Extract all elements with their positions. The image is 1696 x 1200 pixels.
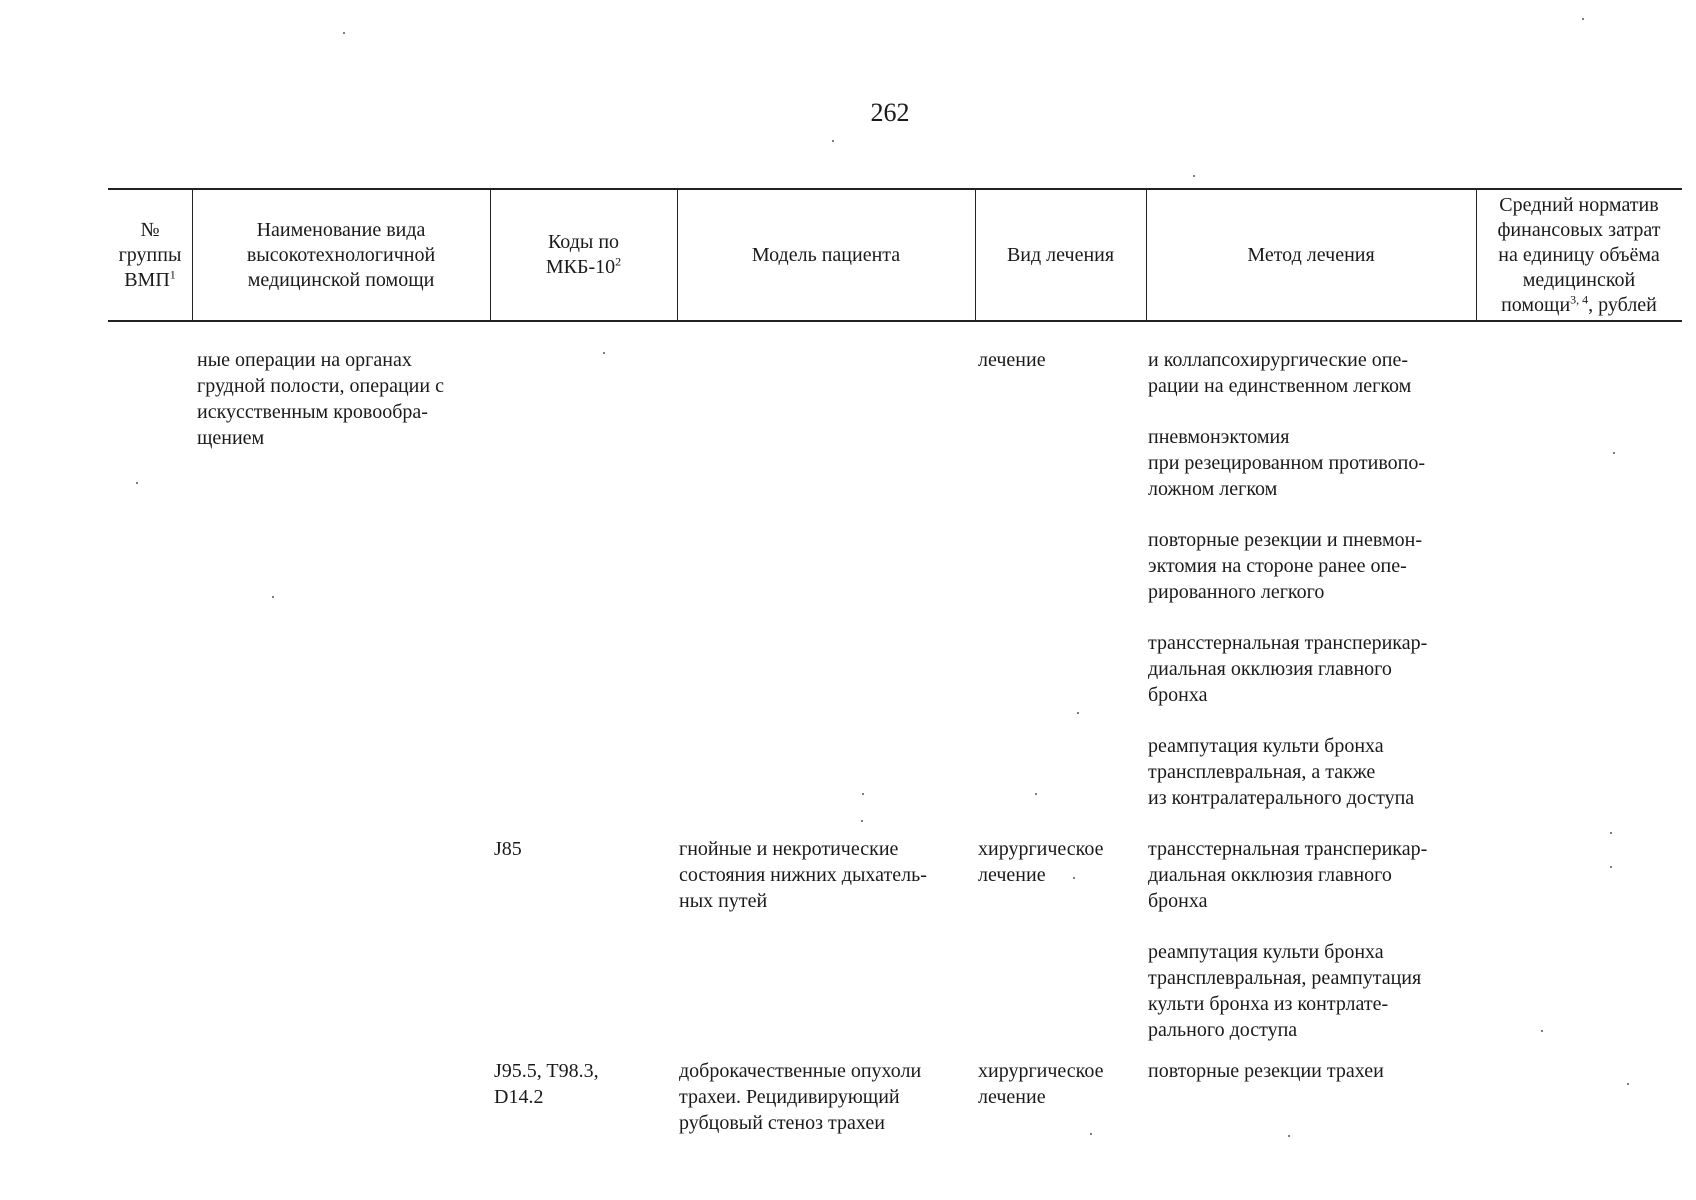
header-cost-standard: Средний норматив финансовых затрат на единицу объёма медицинской помощи$^{3, 4}$, рублей [1497, 193, 1661, 316]
scan-speck [603, 352, 605, 354]
icd-codes: J85 [494, 838, 522, 860]
treatment-method: реампутация культи бронха трансплевральная, а также из контралатерального доступа [1148, 735, 1415, 809]
icd-codes: J95.5, T98.3, D14.2 [494, 1060, 599, 1108]
header-patient-model: Модель пациента [751, 243, 901, 266]
treatment-type: хирургическое лечение [978, 1060, 1104, 1108]
treatment-method: и коллапсохирургические опе- рации на единственном легком [1148, 349, 1412, 397]
scan-speck [1090, 1133, 1092, 1135]
treatment-method: трансстернальная трансперикар- диальная окклюзия главного бронха [1148, 632, 1428, 706]
treatment-method: повторные резекции и пневмон- эктомия на стороне ранее опе- рированного легкого [1148, 529, 1422, 603]
treatment-method: трансстернальная трансперикар- диальная окклюзия главного бронха [1148, 838, 1428, 912]
treatment-type-continuation: лечение [978, 349, 1046, 371]
scan-speck [1193, 175, 1195, 177]
scan-speck [1610, 832, 1612, 834]
header-group-number: № группы ВМП$^1$ [118, 218, 182, 291]
treatment-method: пневмонэктомия при резецированном противопо- ложном легком [1148, 426, 1426, 500]
header-treatment-method: Метод лечения [1247, 243, 1375, 266]
scan-speck [1613, 452, 1615, 454]
scan-speck [832, 140, 834, 142]
header-treatment-type: Вид лечения [1006, 243, 1115, 266]
header-care-type-name: Наименование вида высокотехнологичной медицинской помощи [246, 218, 436, 291]
scan-speck [343, 32, 345, 34]
header-icd-codes: Коды по МКБ-$10^2$ [545, 231, 622, 278]
scan-speck [136, 482, 138, 484]
table-header [108, 188, 1682, 322]
scan-speck [1073, 877, 1075, 879]
patient-model: гнойные и некротические состояния нижних дыхатель- ных путей [679, 838, 927, 912]
scan-speck [1541, 1030, 1543, 1032]
treatment-type: хирургическое лечение [978, 838, 1104, 886]
scan-speck [272, 596, 274, 598]
scan-speck [1582, 18, 1584, 20]
scan-speck [1288, 1135, 1290, 1137]
patient-model: доброкачественные опухоли трахеи. Рецидивирующий рубцовый стеноз трахеи [679, 1060, 922, 1134]
page-number: 262 [870, 98, 910, 127]
scan-speck [861, 820, 863, 822]
scan-speck [1627, 1083, 1629, 1085]
treatment-method: повторные резекции трахеи [1148, 1060, 1384, 1082]
care-type-name-continuation: ные операции на органах грудной полости, операции с искусственным кровообра- щением [197, 349, 444, 449]
treatment-method: реампутация культи бронха трансплевральная, реампутация культи бронха из контрлате- рального доступа [1148, 941, 1422, 1041]
scan-speck [1035, 793, 1037, 795]
scan-speck [1077, 712, 1079, 714]
scan-speck [1610, 866, 1612, 868]
scan-speck [862, 793, 864, 795]
